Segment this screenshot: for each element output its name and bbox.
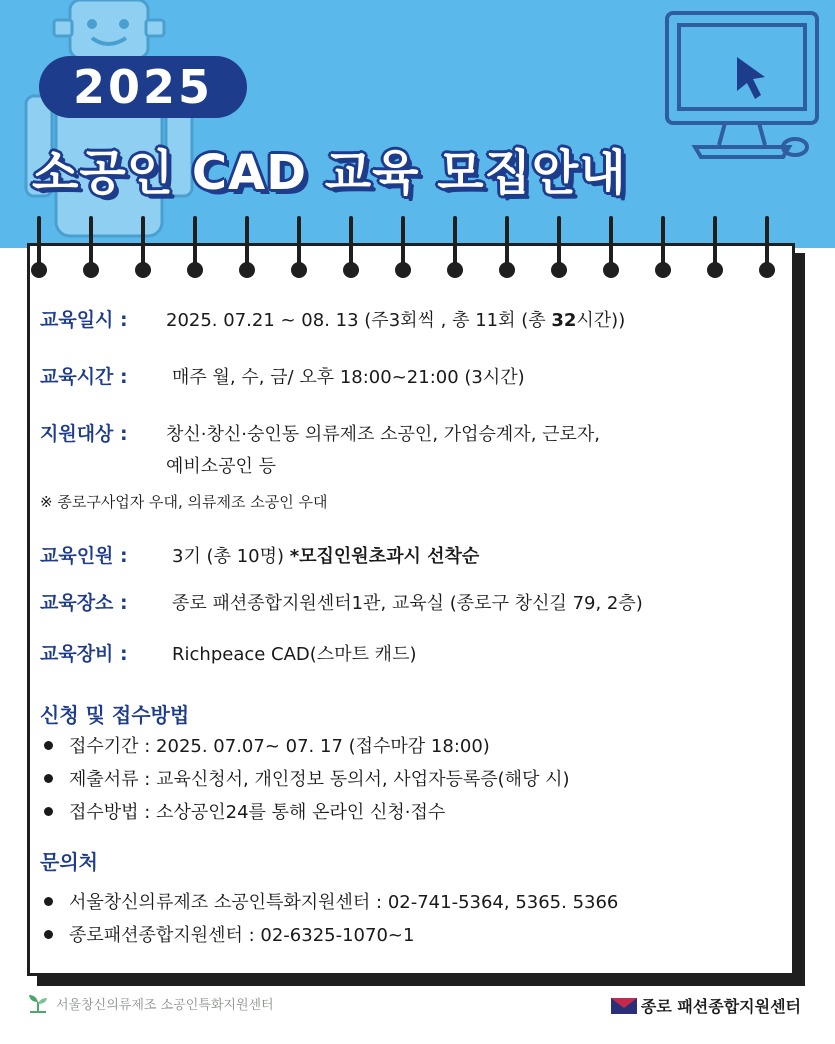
list-item: 접수기간 : 2025. 07.07~ 07. 17 (접수마감 18:00)	[44, 732, 490, 758]
binder-ring	[190, 216, 200, 278]
info-value-location: 종로 패션종합지원센터1관, 교육실 (종로구 창신길 79, 2층)	[172, 593, 643, 614]
info-label-capacity: 교육인원 :	[40, 545, 128, 567]
application-heading: 신청 및 접수방법	[40, 703, 190, 727]
info-label-time: 교육시간 :	[40, 366, 128, 388]
info-value-capacity: 3기 (총 10명) *모집인원초과시 선착순	[172, 546, 480, 567]
info-value-time: 매주 월, 수, 금/ 오후 18:00~21:00 (3시간)	[172, 367, 525, 388]
list-item: 종로패션종합지원센터 : 02-6325-1070~1	[44, 921, 414, 947]
binder-ring	[450, 216, 460, 278]
binder-ring	[86, 216, 96, 278]
binder-ring	[502, 216, 512, 278]
binder-ring	[138, 216, 148, 278]
binder-ring	[346, 216, 356, 278]
footer-right-logo	[611, 994, 801, 1017]
contact-heading: 문의처	[40, 850, 98, 874]
binder-ring	[762, 216, 772, 278]
footer-left-org: 서울창신의류제조 소공인특화지원센터	[56, 997, 274, 1013]
year-badge	[39, 56, 247, 118]
footer-left-logo	[26, 992, 274, 1014]
info-value-target-line1: 창신·창신·숭인동 의류제조 소공인, 가업승계자, 근로자,	[166, 424, 601, 445]
robot-illustration	[12, 0, 212, 248]
info-value-target-line2: 예비소공인 등	[166, 456, 277, 477]
binder-ring	[554, 216, 564, 278]
list-item: 접수방법 : 소상공인24를 통해 온라인 신청·접수	[44, 798, 445, 824]
year-text: 2025	[72, 60, 214, 114]
binder-ring	[398, 216, 408, 278]
list-item: 서울창신의류제조 소공인특화지원센터 : 02-741-5364, 5365. 5366	[44, 888, 618, 914]
header-banner	[0, 0, 835, 248]
info-label-target: 지원대상 :	[40, 423, 128, 445]
preference-note: ※ 종로구사업자 우대, 의류제조 소공인 우대	[40, 493, 328, 511]
binder-ring	[606, 216, 616, 278]
info-value-date: 2025. 07.21 ~ 08. 13 (주3회씩 , 총 11회 (총 32시간))	[166, 310, 626, 331]
info-value-equipment: Richpeace CAD(스마트 캐드)	[172, 644, 417, 665]
list-item: 제출서류 : 교육신청서, 개인정보 동의서, 사업자등록증(해당 시)	[44, 765, 570, 791]
binder-ring	[34, 216, 44, 278]
footer-right-org: 종로 패션종합지원센터	[640, 997, 801, 1016]
brand-logo-icon	[611, 998, 637, 1014]
info-label-date: 교육일시 :	[40, 309, 128, 331]
binder-ring	[658, 216, 668, 278]
info-label-equipment: 교육장비 :	[40, 643, 128, 665]
binder-ring	[294, 216, 304, 278]
sprout-logo-icon	[26, 992, 50, 1014]
info-label-location: 교육장소 :	[40, 592, 128, 614]
page-title: 소공인 CAD 교육 모집안내	[32, 145, 627, 201]
binder-ring	[710, 216, 720, 278]
binder-ring	[242, 216, 252, 278]
